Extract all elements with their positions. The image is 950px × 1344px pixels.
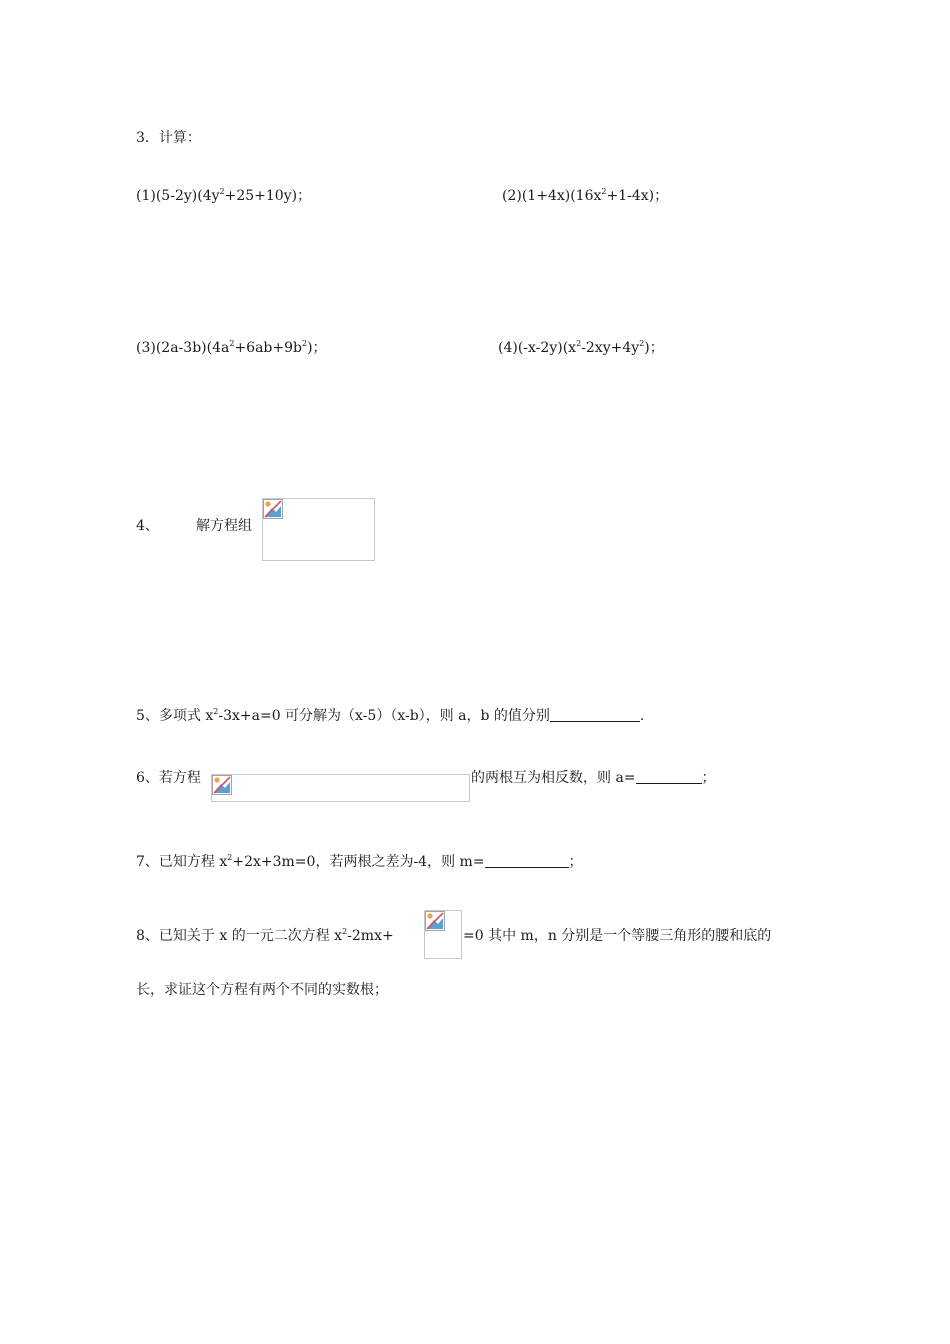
q4-text: 解方程组 (196, 518, 252, 534)
q3-part1-label: (1) (136, 188, 156, 204)
q6-suffix: 的两根互为相反数，则 a= ； (471, 770, 716, 786)
q6-answer-blank[interactable] (636, 769, 702, 784)
q4-number: 4、 (136, 518, 159, 534)
q3-part1: $(1)(5-2y)(4y^2+25+10y)$； (136, 187, 312, 204)
q3-part3-label: (3) (136, 340, 156, 356)
q7-text: 7、已知方程 $x^2+2x+3m=0$，若两根之差为-4，则 m= ； (136, 853, 583, 870)
q3-part2-label: (2) (502, 188, 522, 204)
q5-text: 5、多项式 $x^2-3x+a=0$ 可分解为（x-5）（x-b），则 a，b 的值分别 . (136, 707, 645, 724)
q6-prefix: 6、若方程 (136, 770, 201, 786)
q8-suffix: =0 其中 m，n 分别是一个等腰三角形的腰和底的 (463, 928, 772, 944)
q6-equation-image (211, 774, 470, 802)
q8-term-image (424, 910, 462, 959)
q3-part4-label: (4) (498, 340, 518, 356)
q8-line2: 长，求证这个方程有两个不同的实数根； (136, 982, 388, 998)
broken-image-icon (263, 499, 283, 519)
q4-equation-image (262, 498, 375, 561)
q3-title: 3．计算： (136, 130, 201, 146)
q5-answer-blank[interactable] (550, 707, 640, 722)
broken-image-icon (425, 911, 445, 931)
q3-part3: $(3)(2a-3b)(4a^2+6ab+9b^2)$； (136, 339, 327, 356)
q3-part2: $(2)(1+4x)(16x^2+1-4x)$； (502, 187, 669, 204)
q3-part4: $(4)(-x-2y)(x^2-2xy+4y^2)$； (498, 339, 664, 356)
q8-prefix: 8、已知关于 x 的一元二次方程 $x^2-2mx+$ (136, 927, 394, 944)
broken-image-icon (212, 775, 232, 795)
q7-answer-blank[interactable] (485, 853, 569, 868)
